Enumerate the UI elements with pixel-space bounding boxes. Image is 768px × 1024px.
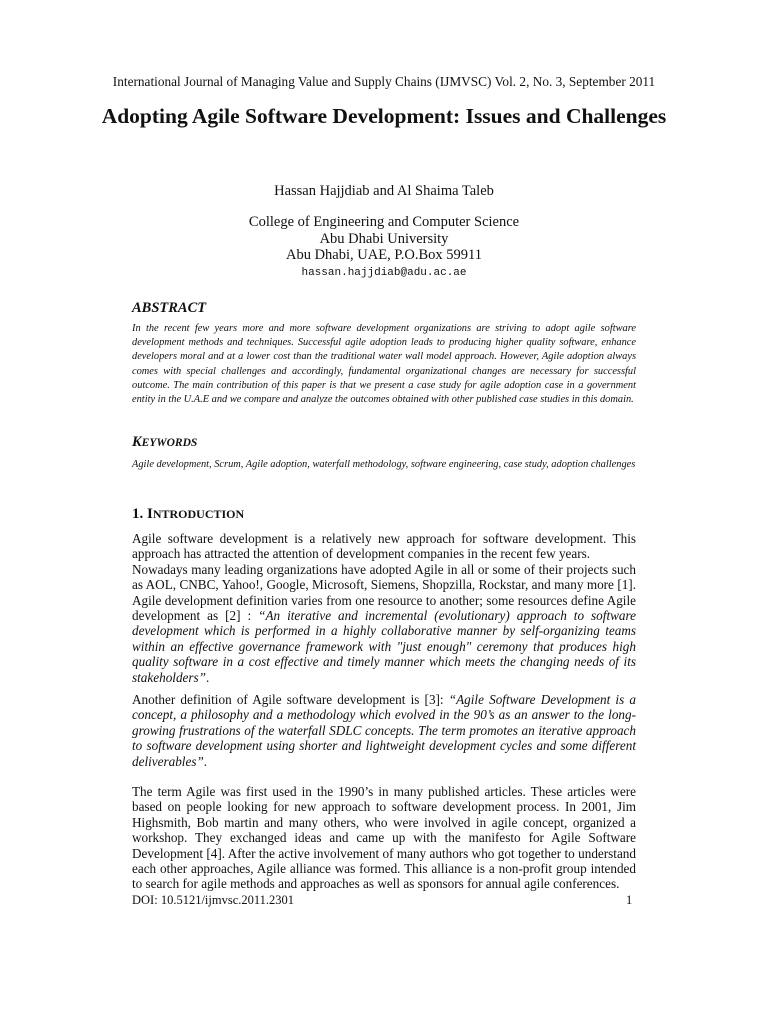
author-list: Hassan Hajjdiab and Al Shaima Taleb: [274, 183, 494, 199]
introduction-heading-rest: NTRODUCTION: [152, 507, 245, 521]
abstract-heading: ABSTRACT: [132, 300, 207, 316]
intro-p1-end: .: [206, 669, 210, 685]
intro-paragraph-1: [132, 531, 636, 685]
intro-p2-quote: “Agile Software Development is a concept, a philosophy and a methodology which evolved in the 90’s as an answer to the long-growing frustrations of the waterfall SDLC concepts. The term promotes an iterative approach to software development using shorter and lightweight development cycles and some different deliverables”: [132, 692, 636, 769]
running-head: International Journal of Managing Value and Supply Chains (IJMVSC) Vol. 2, No. 3, September 2011: [112, 74, 656, 89]
intro-p1-lead: Nowadays many leading organizations have adopted Agile in all or some of their projects such as AOL, CNBC, Yahoo!, Google, Microsoft, Siemens, Shopzilla, Rockstar, and many more [1]. Agile development definition varies from one resource to another; some resources define Agile development as [2] :: [132, 561, 636, 624]
intro-p3-text: The term Agile was first used in the 1990’s in many published articles. These articles were based on people looking for new approach to software development process. In 2001, Jim Highsmith, Bob martin and many others, who were involved in agile concept, organized a workshop. They exchanged ideas and came up with the manifesto for Agile Software Development [4]. After the active involvement of many authors who got together to understand each other approaches, Agile alliance was formed. This alliance is a non-profit group intended to search for agile methods and approaches as well as sponsors for annual agile conferences.: [132, 784, 636, 892]
introduction-heading-num: 1. I: [132, 506, 153, 522]
affiliation-line: Abu Dhabi University: [319, 230, 449, 247]
page-number: 1: [626, 893, 633, 907]
intro-p2-text: [132, 692, 636, 769]
abstract-text: In the recent few years more and more software development organizations are striving to adopt agile software development methods and techniques. Successful agile adoption leads to producing higher quality software, enhance developers moral and at a lower cost than the traditional water wall model approach. However, Agile adoption always comes with special challenges and accordingly, fundamental organizational changes are necessary for successful outcome. The main contribution of this paper is that we present a case study for agile adoption case in a government entity in the U.A.E and we compare and analyze the outcomes obtained with other published case studies in this domain.: [132, 323, 636, 406]
intro-p1-definition: [132, 562, 636, 685]
doi-footer: DOI: 10.5121/ijmvsc.2011.2301: [132, 893, 295, 907]
keywords-heading: [132, 434, 197, 451]
author-email: hassan.hajjdiab@adu.ac.ae: [301, 266, 467, 279]
affiliation-block: [0, 214, 768, 281]
intro-p1-quote: “An iterative and incremental (evolutionary) approach to software development which is performed in a highly collaborative manner by self-organizing teams within an effective governance framework with "just enough" ceremony that produces high quality software in a cost effective and timely manner which meets the changing needs of its stakeholders”: [132, 608, 636, 685]
keywords-text: Agile development, Scrum, Agile adoption, waterfall methodology, software engineering, case study, adoption challenges: [132, 459, 636, 470]
keywords-heading-rest: EYWORDS: [141, 437, 198, 449]
affiliation-line: Abu Dhabi, UAE, P.O.Box 59911: [285, 247, 483, 263]
keywords-heading-initial: K: [132, 434, 142, 450]
paper-title: Adopting Agile Software Development: Issues and Challenges: [101, 104, 667, 128]
intro-p1-sentence: Agile software development is a relatively new approach for software development. This approach has attracted the attention of development companies in the recent few years.: [132, 531, 636, 562]
intro-paragraph-3: [132, 784, 636, 892]
introduction-heading: [132, 506, 244, 523]
affiliation-line: College of Engineering and Computer Science: [248, 214, 520, 230]
intro-p2-lead: Another definition of Agile software development is [3]:: [132, 692, 449, 707]
intro-p2-end: .: [203, 753, 208, 769]
intro-paragraph-2: [132, 692, 636, 769]
